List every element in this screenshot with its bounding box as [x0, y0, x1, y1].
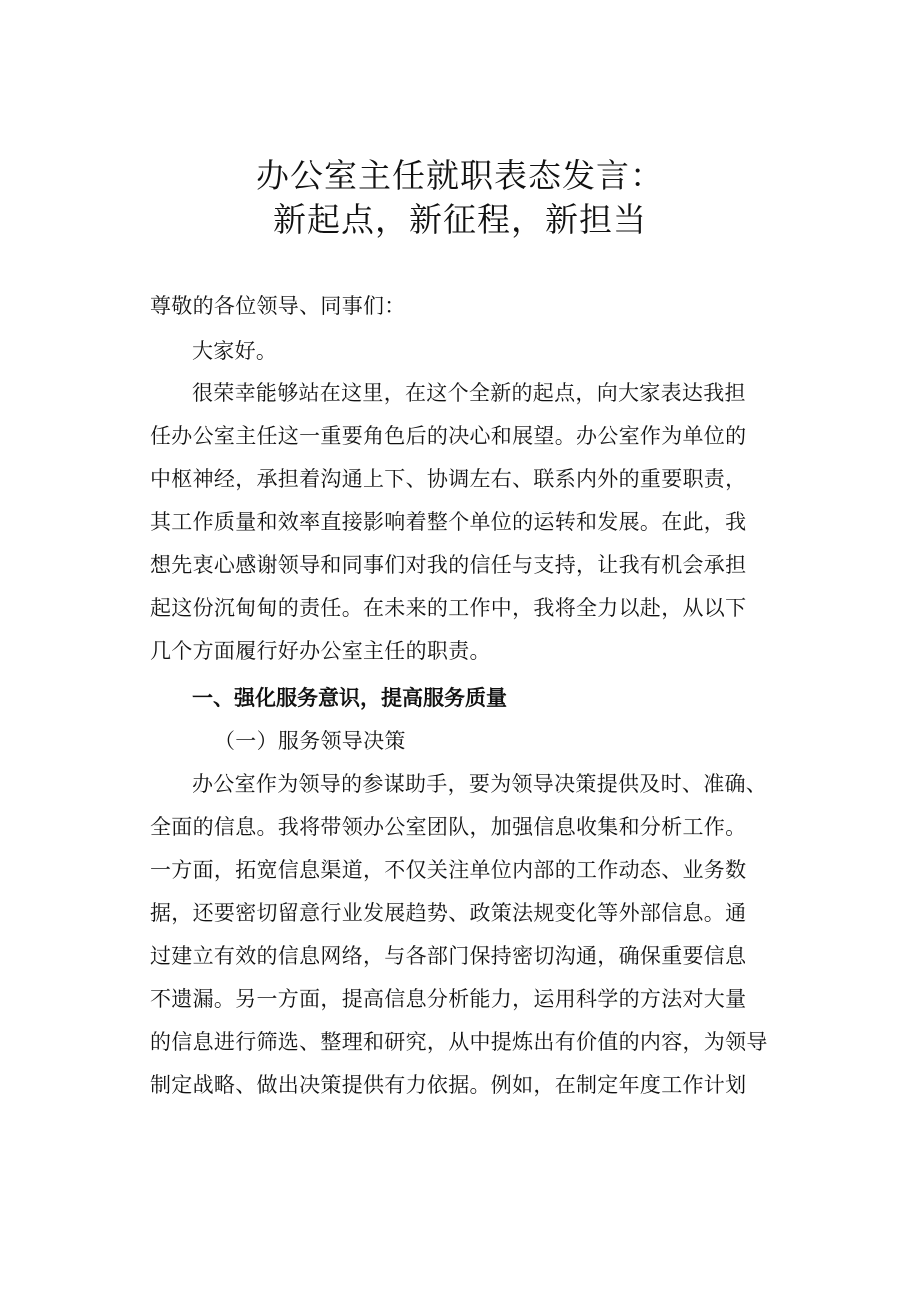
subsection-heading: （一）服务领导决策 [214, 729, 406, 753]
intro-line: 其工作质量和效率直接影响着整个单位的运转和发展。在此，我 [150, 510, 747, 534]
body-line: 制定战略、做出决策提供有力依据。例如，在制定年度工作计划 [150, 1073, 747, 1097]
body-line: 过建立有效的信息网络，与各部门保持密切沟通，确保重要信息 [150, 944, 747, 968]
hello-paragraph: 大家好。 [192, 339, 278, 363]
body-line: 办公室作为领导的参谋助手，要为领导决策提供及时、准确、 [192, 772, 768, 796]
intro-line: 中枢神经，承担着沟通上下、协调左右、联系内外的重要职责， [150, 467, 747, 491]
document-title-line-1: 办公室主任就职表态发言： [256, 156, 664, 195]
intro-line: 很荣幸能够站在这里，在这个全新的起点，向大家表达我担 [192, 381, 746, 405]
body-line: 一方面，拓宽信息渠道，不仅关注单位内部的工作动态、业务数 [150, 858, 747, 882]
body-line: 全面的信息。我将带领办公室团队，加强信息收集和分析工作。 [150, 815, 747, 839]
intro-line: 想先衷心感谢领导和同事们对我的信任与支持，让我有机会承担 [150, 553, 747, 577]
body-line: 的信息进行筛选、整理和研究，从中提炼出有价值的内容，为领导 [150, 1030, 768, 1054]
document-title-line-2: 新起点，新征程，新担当 [273, 200, 647, 239]
greeting: 尊敬的各位领导、同事们： [150, 294, 406, 318]
section-heading: 一、强化服务意识，提高服务质量 [192, 686, 507, 710]
intro-line: 几个方面履行好办公室主任的职责。 [150, 639, 491, 663]
intro-line: 任办公室主任这一重要角色后的决心和展望。办公室作为单位的 [150, 424, 747, 448]
body-line: 据，还要密切留意行业发展趋势、政策法规变化等外部信息。通 [150, 901, 747, 925]
intro-line: 起这份沉甸甸的责任。在未来的工作中，我将全力以赴，从以下 [150, 596, 747, 620]
body-line: 不遗漏。另一方面，提高信息分析能力，运用科学的方法对大量 [150, 987, 747, 1011]
